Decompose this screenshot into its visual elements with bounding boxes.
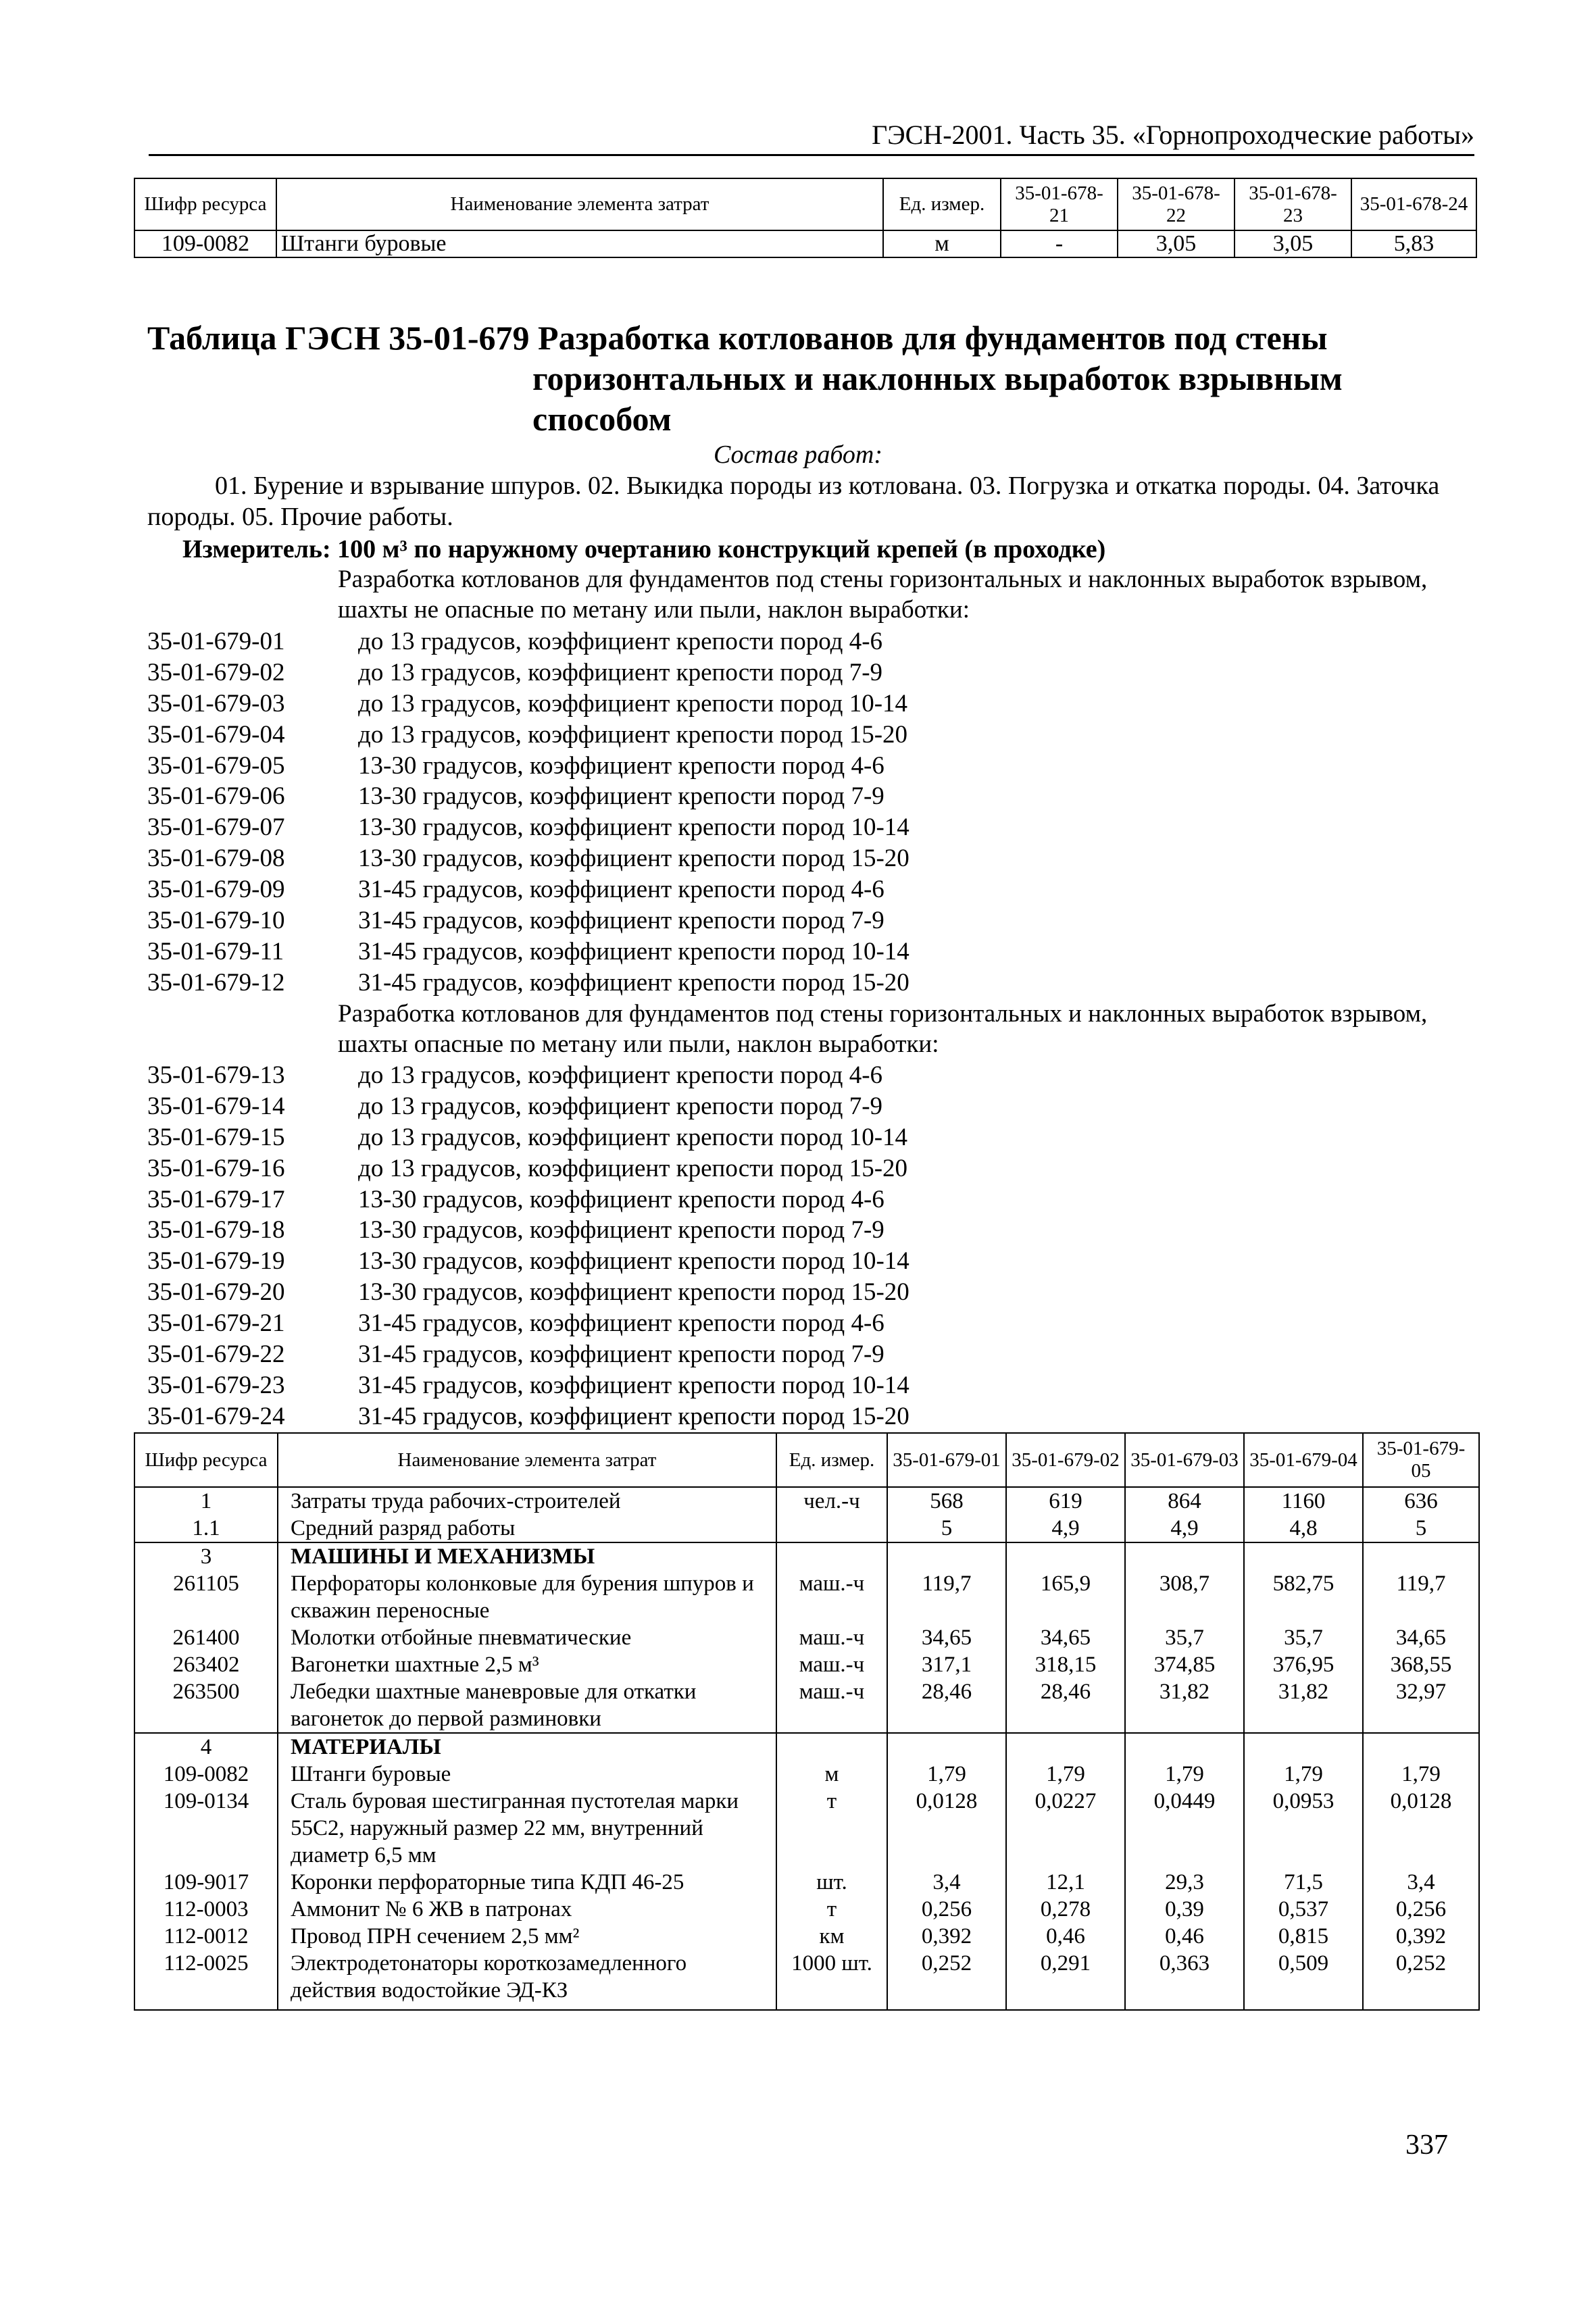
item-code: 35-01-679-24 <box>147 1402 285 1430</box>
cell-code: 263500 <box>134 1678 278 1733</box>
page-number: 337 <box>1405 2130 1448 2161</box>
cell-name: Провод ПРН сечением 2,5 мм² <box>278 1923 776 1950</box>
cell-value <box>1125 1733 1244 1761</box>
item-code: 35-01-679-08 <box>147 845 285 873</box>
cell-unit: км <box>776 1923 887 1950</box>
cell-code: 112-0025 <box>134 1950 278 2010</box>
cell-value: 0,509 <box>1244 1950 1363 2010</box>
item-description: 31-45 градусов, коэффициент крепости пород 7-9 <box>358 907 884 935</box>
cell-value: 29,3 <box>1125 1869 1244 1896</box>
cell-value: 31,82 <box>1244 1678 1363 1733</box>
cell-value: 0,256 <box>1363 1896 1479 1923</box>
cell-value <box>887 1733 1006 1761</box>
cell-value: 5,83 <box>1351 230 1476 257</box>
cell-name: Штанги буровые <box>278 1761 776 1788</box>
item-description: 13-30 градусов, коэффициент крепости пород 15-20 <box>358 845 909 873</box>
cell-code: 109-0134 <box>134 1788 278 1869</box>
cell-value: 1,79 <box>1125 1761 1244 1788</box>
list-item <box>147 843 1473 874</box>
cell-value: 374,85 <box>1125 1651 1244 1678</box>
works-heading: Состав работ: <box>713 441 883 469</box>
cell-value: 3,4 <box>887 1869 1006 1896</box>
cell-value: 0,256 <box>887 1896 1006 1923</box>
list-item <box>147 1370 1473 1401</box>
item-description: 13-30 градусов, коэффициент крепости пород 7-9 <box>358 1216 884 1244</box>
item-code: 35-01-679-19 <box>147 1247 285 1276</box>
cell-unit: т <box>776 1896 887 1923</box>
top-header-col4: 35-01-678-24 <box>1351 178 1476 230</box>
list-item <box>147 1215 1473 1246</box>
group1-code-list <box>147 626 1473 999</box>
cell-value <box>1244 1733 1363 1761</box>
list-item <box>147 1339 1473 1370</box>
cell-name: Перфораторы колонковые для бурения шпуров и скважин переносные <box>278 1570 776 1624</box>
list-item <box>147 1308 1473 1339</box>
table-row <box>134 1923 1479 1950</box>
cell-name: Электродетонаторы короткозамедленного действия водостойкие ЭД-КЗ <box>278 1950 776 2010</box>
cell-value: 0,363 <box>1125 1950 1244 2010</box>
cell-value: 4,9 <box>1006 1515 1125 1542</box>
cell-value: 308,7 <box>1125 1570 1244 1624</box>
cell-value: 12,1 <box>1006 1869 1125 1896</box>
cell-unit: маш.-ч <box>776 1678 887 1733</box>
cell-value: 1,79 <box>1244 1761 1363 1788</box>
item-code: 35-01-679-01 <box>147 628 285 655</box>
cell-value: 5 <box>1363 1515 1479 1542</box>
cell-code: 112-0003 <box>134 1896 278 1923</box>
top-cost-table <box>134 178 1477 258</box>
cell-unit <box>776 1733 887 1761</box>
item-description: 13-30 градусов, коэффициент крепости пород 7-9 <box>358 782 884 811</box>
item-description: 31-45 градусов, коэффициент крепости пород 10-14 <box>358 1371 909 1399</box>
item-description: до 13 градусов, коэффициент крепости пород 15-20 <box>358 720 908 749</box>
item-description: до 13 градусов, коэффициент крепости пород 10-14 <box>358 1123 908 1151</box>
cell-value <box>1006 1542 1125 1570</box>
cell-value: 0,252 <box>887 1950 1006 2010</box>
cell-unit: чел.-ч <box>776 1487 887 1515</box>
item-code: 35-01-679-11 <box>147 937 284 965</box>
cell-value: 4,9 <box>1125 1515 1244 1542</box>
table-row <box>134 1624 1479 1651</box>
cell-value <box>1244 1542 1363 1570</box>
list-item <box>147 874 1473 905</box>
cell-code: 3 <box>134 1542 278 1570</box>
cell-code: 1 <box>134 1487 278 1515</box>
section-title: МАШИНЫ И МЕХАНИЗМЫ <box>278 1542 776 1570</box>
meter-line: Измеритель: 100 м³ по наружному очертанию конструкций крепей (в проходке) <box>182 535 1106 563</box>
cell-name: Молотки отбойные пневматические <box>278 1624 776 1651</box>
main-header-col5: 35-01-679-05 <box>1363 1433 1479 1487</box>
list-item <box>147 1091 1473 1122</box>
list-item <box>147 1060 1473 1091</box>
cell-unit: 1000 шт. <box>776 1950 887 2010</box>
cell-value: 0,537 <box>1244 1896 1363 1923</box>
table-row <box>134 1896 1479 1923</box>
cell-value: 0,0449 <box>1125 1788 1244 1869</box>
cell-value: 1,79 <box>1363 1761 1479 1788</box>
list-item <box>147 751 1473 782</box>
cell-value: 34,65 <box>1006 1624 1125 1651</box>
top-header-col1: 35-01-678-21 <box>1001 178 1118 230</box>
table-row <box>134 1678 1479 1733</box>
cell-value: 3,05 <box>1235 230 1351 257</box>
cell-name: Аммонит № 6 ЖВ в патронах <box>278 1896 776 1923</box>
cell-value: 318,15 <box>1006 1651 1125 1678</box>
cell-unit: маш.-ч <box>776 1570 887 1624</box>
table-row <box>134 1487 1479 1515</box>
running-header: ГЭСН-2001. Часть 35. «Горнопроходческие работы» <box>149 116 1474 156</box>
cell-value: 864 <box>1125 1487 1244 1515</box>
cell-code: 1.1 <box>134 1515 278 1542</box>
item-code: 35-01-679-09 <box>147 876 285 904</box>
cell-value: 376,95 <box>1244 1651 1363 1678</box>
table-row <box>134 1515 1479 1542</box>
cell-value <box>1363 1542 1479 1570</box>
group1-intro: Разработка котлованов для фундаментов под стены горизонтальных и наклонных выработок взрывом, шахты не опасные по метану или пыли, наклон выработки: <box>338 565 1428 624</box>
item-code: 35-01-679-05 <box>147 751 285 780</box>
item-code: 35-01-679-10 <box>147 907 285 935</box>
item-description: до 13 градусов, коэффициент крепости пород 4-6 <box>358 628 883 655</box>
cell-value: 636 <box>1363 1487 1479 1515</box>
cell-value: 5 <box>887 1515 1006 1542</box>
item-description: 13-30 градусов, коэффициент крепости пород 10-14 <box>358 813 909 842</box>
cell-name: Сталь буровая шестигранная пустотелая марки 55С2, наружный размер 22 мм, внутренний диаметр 6,5 мм <box>278 1788 776 1869</box>
list-item <box>147 1122 1473 1153</box>
cell-value <box>1363 1733 1479 1761</box>
cell-value: 3,4 <box>1363 1869 1479 1896</box>
cell-code: 261400 <box>134 1624 278 1651</box>
item-description: до 13 градусов, коэффициент крепости пород 7-9 <box>358 658 883 686</box>
list-item <box>147 967 1473 999</box>
cell-value: 0,0128 <box>1363 1788 1479 1869</box>
main-header-col1: 35-01-679-01 <box>887 1433 1006 1487</box>
list-item <box>147 720 1473 751</box>
main-header-name: Наименование элемента затрат <box>278 1433 776 1487</box>
item-code: 35-01-679-13 <box>147 1061 285 1089</box>
cell-name: Лебедки шахтные маневровые для откатки вагонеток до первой разминовки <box>278 1678 776 1733</box>
item-description: 31-45 градусов, коэффициент крепости пород 15-20 <box>358 1402 909 1430</box>
cell-value: 4,8 <box>1244 1515 1363 1542</box>
list-item <box>147 936 1473 967</box>
cell-code: 109-0082 <box>134 1761 278 1788</box>
table-row <box>134 1542 1479 1570</box>
cell-value: 34,65 <box>887 1624 1006 1651</box>
list-item <box>147 688 1473 720</box>
main-header-unit: Ед. измер. <box>776 1433 887 1487</box>
item-description: 13-30 градусов, коэффициент крепости пород 4-6 <box>358 1185 884 1213</box>
item-description: 31-45 градусов, коэффициент крепости пород 15-20 <box>358 968 909 997</box>
cell-value: 317,1 <box>887 1651 1006 1678</box>
cell-value <box>887 1542 1006 1570</box>
title-line-3: способом <box>532 400 672 438</box>
cell-unit: т <box>776 1788 887 1869</box>
cell-value: 31,82 <box>1125 1678 1244 1733</box>
list-item <box>147 781 1473 812</box>
table-title <box>147 318 1472 439</box>
item-code: 35-01-679-20 <box>147 1278 285 1307</box>
list-item <box>147 1246 1473 1277</box>
title-line-1: Таблица ГЭСН 35-01-679 Разработка котлованов для фундаментов под стены <box>147 319 1328 357</box>
list-item <box>147 1277 1473 1308</box>
main-cost-table <box>134 1432 1480 2011</box>
cell-value: 28,46 <box>1006 1678 1125 1733</box>
cell-value: 1160 <box>1244 1487 1363 1515</box>
item-description: до 13 градусов, коэффициент крепости пород 4-6 <box>358 1061 883 1089</box>
cell-value: 0,46 <box>1125 1923 1244 1950</box>
title-line-2: горизонтальных и наклонных выработок взрывным <box>532 359 1343 397</box>
cell-value: 0,278 <box>1006 1896 1125 1923</box>
item-code: 35-01-679-17 <box>147 1185 285 1213</box>
table-row <box>134 1651 1479 1678</box>
item-code: 35-01-679-06 <box>147 782 285 811</box>
cell-unit: шт. <box>776 1869 887 1896</box>
list-item <box>147 626 1473 657</box>
list-item <box>147 1184 1473 1215</box>
cell-unit: маш.-ч <box>776 1624 887 1651</box>
cell-value: 582,75 <box>1244 1570 1363 1624</box>
cell-value: 28,46 <box>887 1678 1006 1733</box>
cell-value: 119,7 <box>887 1570 1006 1624</box>
cell-name: Вагонетки шахтные 2,5 м³ <box>278 1651 776 1678</box>
section-title: МАТЕРИАЛЫ <box>278 1733 776 1761</box>
cell-value <box>1006 1733 1125 1761</box>
cell-value: 368,55 <box>1363 1651 1479 1678</box>
list-item <box>147 657 1473 688</box>
cell-value: 35,7 <box>1244 1624 1363 1651</box>
item-code: 35-01-679-04 <box>147 720 285 749</box>
cell-name: Штанги буровые <box>276 230 883 257</box>
item-code: 35-01-679-22 <box>147 1340 285 1369</box>
cell-value: 1,79 <box>887 1761 1006 1788</box>
cell-value: 165,9 <box>1006 1570 1125 1624</box>
cell-code: 261105 <box>134 1570 278 1624</box>
item-description: 13-30 градусов, коэффициент крепости пород 15-20 <box>358 1278 909 1307</box>
cell-value: 568 <box>887 1487 1006 1515</box>
item-description: 13-30 градусов, коэффициент крепости пород 10-14 <box>358 1247 909 1276</box>
table-row <box>134 230 1476 257</box>
cell-name: Средний разряд работы <box>278 1515 776 1542</box>
main-header-code: Шифр ресурса <box>134 1433 278 1487</box>
item-description: 31-45 градусов, коэффициент крепости пород 4-6 <box>358 876 884 904</box>
cell-value: 0,0128 <box>887 1788 1006 1869</box>
cell-value: 0,39 <box>1125 1896 1244 1923</box>
main-header-col3: 35-01-679-03 <box>1125 1433 1244 1487</box>
top-header-col3: 35-01-678-23 <box>1235 178 1351 230</box>
cell-value: 119,7 <box>1363 1570 1479 1624</box>
cell-value: 35,7 <box>1125 1624 1244 1651</box>
top-header-unit: Ед. измер. <box>883 178 1001 230</box>
item-code: 35-01-679-21 <box>147 1309 285 1338</box>
cell-value: 0,0227 <box>1006 1788 1125 1869</box>
top-header-col2: 35-01-678-22 <box>1118 178 1235 230</box>
cell-unit <box>776 1515 887 1542</box>
cell-value: 3,05 <box>1118 230 1235 257</box>
cell-unit: м <box>883 230 1001 257</box>
item-code: 35-01-679-15 <box>147 1123 285 1151</box>
item-code: 35-01-679-02 <box>147 658 285 686</box>
item-code: 35-01-679-14 <box>147 1092 285 1120</box>
cell-code: 4 <box>134 1733 278 1761</box>
item-code: 35-01-679-03 <box>147 689 285 718</box>
cell-value: 0,46 <box>1006 1923 1125 1950</box>
cell-unit: маш.-ч <box>776 1651 887 1678</box>
cell-value: 619 <box>1006 1487 1125 1515</box>
table-row <box>134 1788 1479 1869</box>
cell-unit <box>776 1542 887 1570</box>
cell-value: 0,392 <box>1363 1923 1479 1950</box>
cell-value: 0,252 <box>1363 1950 1479 2010</box>
cell-value: 0,291 <box>1006 1950 1125 2010</box>
item-code: 35-01-679-18 <box>147 1216 285 1244</box>
item-description: 13-30 градусов, коэффициент крепости пород 4-6 <box>358 751 884 780</box>
item-code: 35-01-679-07 <box>147 813 285 842</box>
cell-value <box>1125 1542 1244 1570</box>
item-code: 35-01-679-16 <box>147 1154 285 1182</box>
cell-value: 71,5 <box>1244 1869 1363 1896</box>
cell-value: 1,79 <box>1006 1761 1125 1788</box>
list-item <box>147 1153 1473 1184</box>
cell-code: 109-9017 <box>134 1869 278 1896</box>
works-text: 01. Бурение и взрывание шпуров. 02. Выкидка породы из котлована. 03. Погрузка и откатка породы. 04. Заточка породы. 05. Прочие работы. <box>147 472 1440 531</box>
cell-value: 0,392 <box>887 1923 1006 1950</box>
item-description: 31-45 градусов, коэффициент крепости пород 10-14 <box>358 937 909 965</box>
item-description: до 13 градусов, коэффициент крепости пород 7-9 <box>358 1092 883 1120</box>
item-code: 35-01-679-23 <box>147 1371 285 1399</box>
cell-value: - <box>1001 230 1118 257</box>
table-row <box>134 1570 1479 1624</box>
cell-name: Затраты труда рабочих-строителей <box>278 1487 776 1515</box>
table-row <box>134 1733 1479 1761</box>
top-header-name: Наименование элемента затрат <box>276 178 883 230</box>
group2-code-list <box>147 1060 1473 1432</box>
main-header-col2: 35-01-679-02 <box>1006 1433 1125 1487</box>
item-description: 31-45 градусов, коэффициент крепости пород 4-6 <box>358 1309 884 1338</box>
cell-value: 32,97 <box>1363 1678 1479 1733</box>
cell-code: 263402 <box>134 1651 278 1678</box>
table-row <box>134 1950 1479 2010</box>
cell-value: 0,0953 <box>1244 1788 1363 1869</box>
cell-code: 109-0082 <box>134 230 276 257</box>
top-header-code: Шифр ресурса <box>134 178 276 230</box>
table-row <box>134 1869 1479 1896</box>
cell-name: Коронки перфораторные типа КДП 46-25 <box>278 1869 776 1896</box>
item-description: 31-45 градусов, коэффициент крепости пород 7-9 <box>358 1340 884 1369</box>
main-header-col4: 35-01-679-04 <box>1244 1433 1363 1487</box>
cell-value: 0,815 <box>1244 1923 1363 1950</box>
list-item <box>147 905 1473 936</box>
cell-code: 112-0012 <box>134 1923 278 1950</box>
item-description: до 13 градусов, коэффициент крепости пород 15-20 <box>358 1154 908 1182</box>
cell-value: 34,65 <box>1363 1624 1479 1651</box>
list-item <box>147 1401 1473 1432</box>
list-item <box>147 812 1473 843</box>
table-row <box>134 1761 1479 1788</box>
item-description: до 13 градусов, коэффициент крепости пород 10-14 <box>358 689 908 718</box>
cell-unit: м <box>776 1761 887 1788</box>
item-code: 35-01-679-12 <box>147 968 285 997</box>
group2-intro: Разработка котлованов для фундаментов под стены горизонтальных и наклонных выработок взрывом, шахты опасные по метану или пыли, наклон выработки: <box>338 1000 1428 1058</box>
